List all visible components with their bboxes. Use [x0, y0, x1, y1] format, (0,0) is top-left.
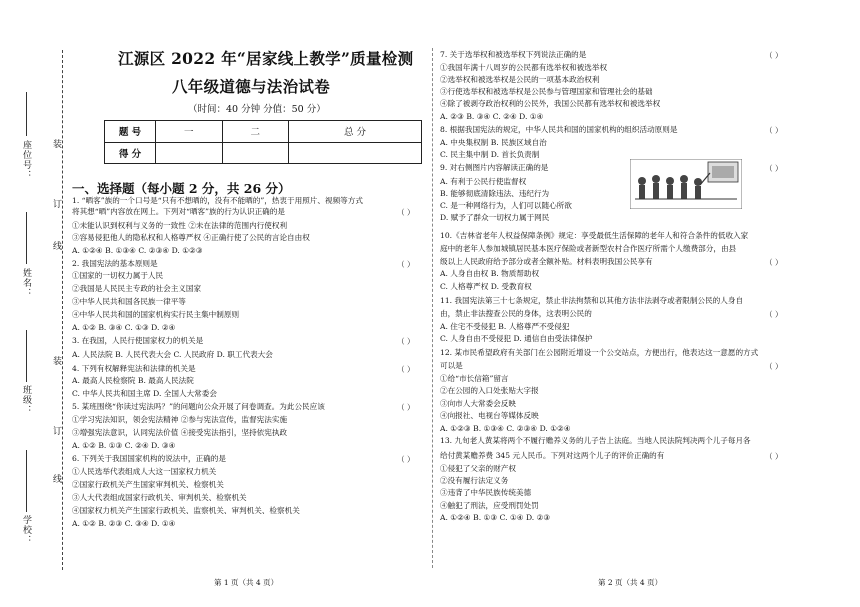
question-line: ④除了被剥夺政治权利的公民外，我国公民都有选举权和被选举权: [440, 99, 661, 108]
binding-dashed-line: [62, 50, 63, 570]
question-line: ①人民选举代表组成人大这一国家权力机关: [72, 467, 217, 476]
question-line: 9. 对右侧图片内容解读正确的是: [440, 163, 549, 172]
question-line: 2. 我国宪法的基本原则是: [72, 259, 158, 268]
question-line: C. 中华人民共和国主席 D. 全国人大常委会: [72, 389, 217, 398]
question-line: ①学习宪法知识，领会宪法精神 ②参与宪法宣传，监督宪法实施: [72, 415, 288, 424]
score-cell: [289, 142, 422, 164]
question-line: ③向市人大常委会反映: [440, 399, 516, 408]
question-line: ③中华人民共和国各民族一律平等: [72, 297, 186, 306]
answer-blank: （ ）: [397, 260, 415, 269]
question-line: 将其想“晒”内容放在网上。下列对“晒客”族的行为认识正确的是: [72, 207, 285, 216]
question-line: A. ①②④ B. ①③ C. ①④ D. ②③: [440, 513, 551, 522]
score-table-header: 二: [222, 121, 289, 143]
question-line: ③增强宪法意识，认同宪法价值 ④接受宪法指引，坚持依宪执政: [72, 428, 288, 437]
question-line: A. 有利于公民行使监督权: [440, 177, 527, 186]
question-line: A. ②③ B. ③④ C. ②④ D. ①④: [440, 112, 544, 121]
exam-time-score-info: （时间：40 分钟 分值：50 分）: [188, 104, 326, 115]
question-line: A. 人民法院 B. 人民代表大会 C. 人民政府 D. 职工代表大会: [72, 350, 273, 359]
binding-char: 线: [53, 471, 62, 486]
exam-title: 江源区 2022 年“居家线上教学”质量检测: [118, 49, 414, 68]
question-line: ①侵犯了父亲的财产权: [440, 464, 516, 473]
score-table-row-label: 得 分: [105, 142, 156, 164]
binding-char: 订: [53, 423, 62, 438]
binding-char: 线: [53, 238, 62, 253]
question-line: D. 赋予了群众一切权力属于网民: [440, 213, 550, 222]
answer-blank: （ ）: [765, 258, 783, 267]
class-line: [26, 330, 27, 382]
question-line: ③行使选举权和被选举权是公民参与管理国家和管理社会的基础: [440, 87, 653, 96]
question-line: 5. 某班围绕“你读过宪法吗？”的问题向公众开展了问卷调查。为此公民应该: [72, 402, 325, 411]
question-line: A. 最高人民检察院 B. 最高人民法院: [72, 376, 194, 385]
question-line: ①给“市长信箱”留言: [440, 374, 509, 383]
page-number-right: 第 2 页（共 4 页）: [598, 578, 663, 587]
exam-subtitle: 八年级道德与法治试卷: [172, 77, 331, 96]
question-line: C. 人格尊严权 D. 受教育权: [440, 282, 532, 291]
question-line: C. 人身自由不受侵犯 D. 通信自由受法律保护: [440, 334, 593, 343]
question-line: ②国家行政机关产生国家审判机关、检察机关: [72, 480, 224, 489]
answer-blank: （ ）: [397, 455, 415, 464]
question-line: 10.《吉林省老年人权益保障条例》规定：享受最低生活保障的老年人和符合条件的低收入家: [440, 231, 749, 240]
answer-blank: （ ）: [397, 208, 415, 217]
question-line: ④国家权力机关产生国家行政机关、监察机关、审判机关、检察机关: [72, 506, 300, 515]
question-line: ②在公园的入口处张贴大字报: [440, 386, 539, 395]
answer-blank: （ ）: [397, 337, 415, 346]
score-cell: [222, 142, 289, 164]
question-line: A. 住宅不受侵犯 B. 人格尊严不受侵犯: [440, 322, 570, 331]
binding-char: 订: [53, 196, 62, 211]
school-label: 学校：: [21, 515, 31, 545]
question-line: C. 是一种网络行为，人们可以随心所欲: [440, 201, 572, 210]
question-line: ①未能认识到权利与义务的一致性 ②未在法律的范围内行使权利: [72, 221, 288, 230]
question-line: 8. 根据我国宪法的规定，中华人民共和国的国家机构的组织活动原则是: [440, 125, 678, 134]
score-table: [104, 120, 422, 164]
school-line: [26, 450, 27, 512]
question-line: 庭中的老年人参加城镇居民基本医疗保险或者新型农村合作医疗所需个人缴费部分，由县: [440, 244, 737, 253]
answer-blank: （ ）: [397, 403, 415, 412]
answer-blank: （ ）: [765, 51, 783, 60]
question-line: A. ①②③ B. ①③④ C. ②③④ D. ①②④: [440, 424, 571, 433]
question-line: A. ①②④ B. ①③④ C. ②③④ D. ①②③: [72, 246, 203, 255]
binding-char: 装: [53, 136, 62, 151]
question-line: A. ①② B. ②③ C. ③④ D. ①④: [72, 519, 176, 528]
question-line: A. ①② B. ③④ C. ①③ D. ②④: [72, 323, 176, 332]
question-line: A. ①② B. ①③ C. ②④ D. ③④: [72, 441, 176, 450]
question-line: ②选举权和被选举权是公民的一项基本政治权利: [440, 75, 600, 84]
answer-blank: （ ）: [765, 362, 783, 371]
question-line: 3. 在我国，人民行使国家权力的机关是: [72, 336, 204, 345]
question-line: ④中华人民共和国的国家机构实行民主集中制原则: [72, 310, 240, 319]
question-line: ④向报社、电视台等媒体反映: [440, 411, 539, 420]
question-line: B. 能够彻底清除违法、违纪行为: [440, 189, 550, 198]
answer-blank: （ ）: [765, 452, 783, 461]
question-line: ③容易侵犯他人的隐私权和人格尊严权 ④正确行使了公民的言论自由权: [72, 233, 310, 242]
question-line: A. 人身自由权 B. 物质帮助权: [440, 269, 540, 278]
question-line: 6. 下列关于我国国家机构的说法中，正确的是: [72, 454, 226, 463]
question-line: ②没有履行法定义务: [440, 476, 509, 485]
question-line: ②我国是人民民主专政的社会主义国家: [72, 284, 202, 293]
binding-char: 装: [53, 353, 62, 368]
score-cell: [156, 142, 223, 164]
answer-blank: （ ）: [765, 126, 783, 135]
column-divider: [432, 48, 433, 568]
question-line: C. 民主集中制 D. 首长负责制: [440, 150, 540, 159]
class-label: 班级：: [21, 385, 31, 415]
answer-blank: （ ）: [765, 164, 783, 173]
question-line: ①国家的一切权力属于人民: [72, 271, 164, 280]
question-line: 12. 某市民希望政府有关部门在公园附近增设一个公交站点，方便出行，他表达这一意愿的方式: [440, 348, 759, 357]
question-line: ①我国年满十八周岁的公民都有选举权和被选举权: [440, 63, 608, 72]
question-line: 级以上人民政府给予部分或者全额补贴。材料表明我国公民享有: [440, 257, 653, 266]
question-line: 13. 九旬老人黄某将两个不履行赡养义务的儿子告上法庭。当地人民法院判决两个儿子每月各: [440, 436, 751, 445]
page-number-left: 第 1 页（共 4 页）: [214, 578, 279, 587]
question-line: 1. “晒客”族的一个口号是“只有不想晒的，没有不能晒的”，热衷于用照片、视频等方式: [72, 196, 363, 205]
question-line: A. 中央集权制 B. 民族区域自治: [440, 138, 547, 147]
answer-blank: （ ）: [765, 310, 783, 319]
question-line: 给付黄某赡养费 345 元人民币。下列对这两个儿子的评价正确的有: [440, 451, 665, 460]
question-line: ③违背了中华民族传统美德: [440, 488, 532, 497]
score-table-header: 总 分: [289, 121, 422, 143]
question-line: 7. 关于选举权和被选举权下列说法正确的是: [440, 50, 587, 59]
question-line: 4. 下列有权解释宪法和法律的机关是: [72, 364, 196, 373]
question-line: 11. 我国宪法第三十七条规定，禁止非法拘禁和以其他方法非法剥夺或者限制公民的人身自: [440, 296, 744, 305]
question-line: 由，禁止非法搜查公民的身体，这表明公民的: [440, 309, 592, 318]
seat-number-line: [26, 92, 27, 136]
name-label: 姓名：: [21, 268, 31, 298]
question-line: ④触犯了刑法，应受刑罚处罚: [440, 501, 539, 510]
question-line: 可以是: [440, 361, 463, 370]
answer-blank: （ ）: [397, 365, 415, 374]
question-9-illustration: [630, 159, 742, 209]
name-line: [26, 212, 27, 264]
score-table-header: 一: [156, 121, 223, 143]
section-title: 一、选择题（每小题 2 分，共 26 分）: [72, 181, 291, 196]
score-table-header: 题 号: [105, 121, 156, 143]
seat-number-label: 座位号：: [21, 140, 31, 180]
question-line: ③人大代表组成国家行政机关、审判机关、检察机关: [72, 493, 247, 502]
